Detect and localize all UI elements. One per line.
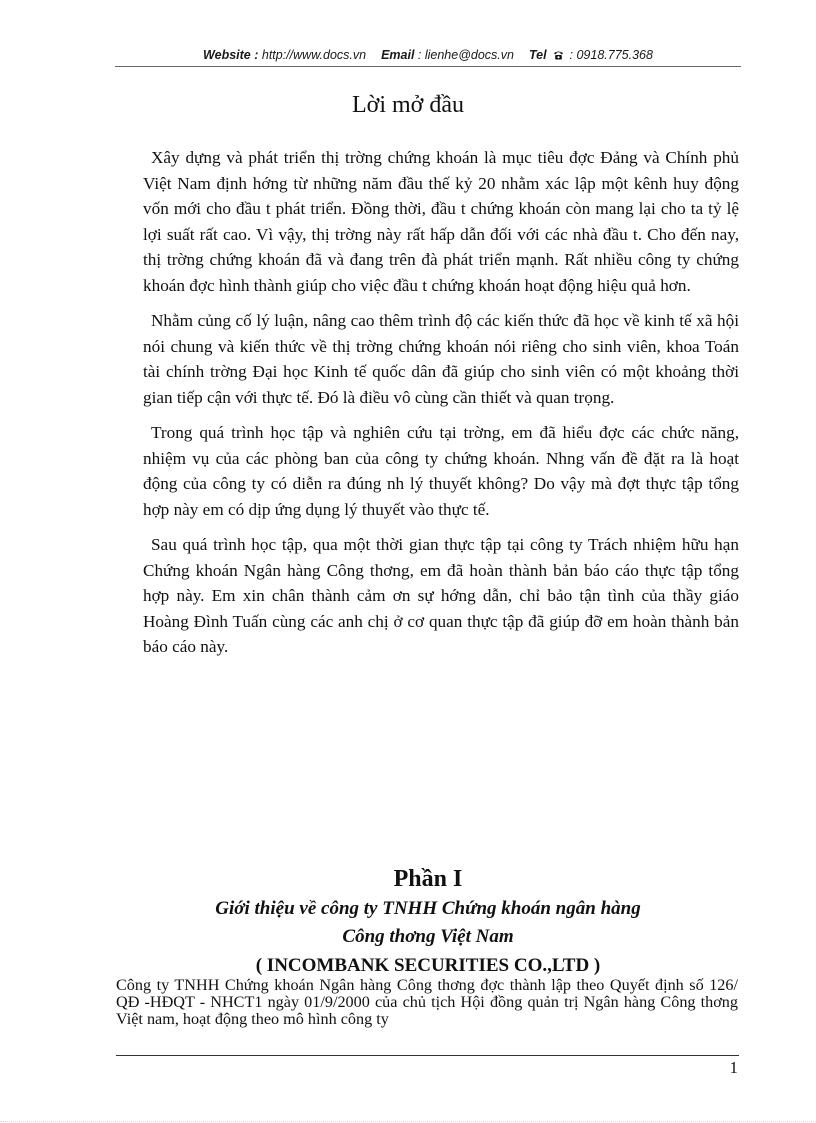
footer-divider [116, 1055, 739, 1056]
page-edge-divider [0, 1121, 816, 1122]
tel-label: Tel [528, 48, 547, 62]
page-header [115, 44, 741, 67]
page-number: 1 [729, 1058, 738, 1077]
paragraph-2: Nhằm củng cố lý luận, nâng cao thêm trình độ các kiến thức đã học về kinh tế xã hội nói chung và kiến thức về thị trờng chứng khoán nói riêng cho sinh viên, khoa Toán tài chính trờng Đại học Kinh tế quốc dân đã giúp cho sinh viên có một khoảng thời gian tiếp cận với thực tế. Đó là điều vô cùng cần thiết và quan trọng. [143, 311, 739, 407]
email-label: Email [381, 48, 415, 62]
company-abbreviation: ( INCOMBANK SECURITIES CO.,LTD ) [255, 955, 601, 976]
telephone-icon [553, 45, 564, 55]
part-intro-paragraph: Công ty TNHH Chứng khoán Ngân hàng Công thơng đợc thành lập theo Quyết định số 126/ QĐ -HĐQT - NHCT1 ngày 01/9/2000 của chủ tịch Hội đồng quản trị Ngân hàng Công thơng Việt nam, hoạt động theo mô hình công ty [116, 976, 738, 1028]
part-label: Phần I [393, 866, 463, 892]
website-label: Website : [203, 48, 259, 62]
document-title: Lời mở đầu [351, 92, 465, 118]
tel-value: : 0918.775.368 [569, 48, 653, 62]
part-title-line-2: Công thơng Việt Nam [342, 926, 514, 947]
part-title-line-1: Giới thiệu về công ty TNHH Chứng khoán ngân hàng [215, 898, 641, 919]
paragraph-4: Sau quá trình học tập, qua một thời gian thực tập tại công ty Trách nhiệm hữu hạn Chứng khoán Ngân hàng Công thơng, em đã hoàn thành bản báo cáo thực tập tổng hợp này. Em xin chân thành cảm ơn sự hớng dẫn, chỉ bảo tận tình của thầy giáo Hoàng Đình Tuấn cùng các anh chị ở cơ quan thực tập đã giúp đỡ em hoàn thành bản báo cáo này. [143, 535, 739, 656]
email-link[interactable]: : lienhe@docs.vn [417, 48, 514, 62]
paragraph-3: Trong quá trình học tập và nghiên cứu tại trờng, em đã hiểu đợc các chức năng, nhiệm vụ của các phòng ban của công ty chứng khoán. Nhng vấn đề đặt ra là hoạt động của công ty có diễn ra đúng nh lý thuyết không? Do vậy mà đợt thực tập tổng hợp này em có dịp ứng dụng lý thuyết vào thực tế. [143, 423, 739, 519]
body-text [143, 145, 739, 670]
part-heading [115, 863, 741, 979]
website-link[interactable]: http://www.docs.vn [261, 48, 367, 62]
paragraph-1: Xây dựng và phát triển thị trờng chứng khoán là mục tiêu đợc Đảng và Chính phủ Việt Nam định hớng từ những năm đầu thế kỷ 20 nhằm xác lập một kênh huy động vốn mới cho đầu t phát triển. Đồng thời, đầu t chứng khoán còn mang lại cho ta tỷ lệ lợi suất rất cao. Vì vậy, thị trờng này rất hấp dẫn đối với các nhà đầu t. Cho đến nay, thị trờng chứng khoán đã và đang trên đà phát triển mạnh. Rất nhiều công ty chứng khoán đợc hình thành giúp cho việc đầu t chứng khoán hoạt động hiệu quả hơn. [143, 148, 739, 295]
